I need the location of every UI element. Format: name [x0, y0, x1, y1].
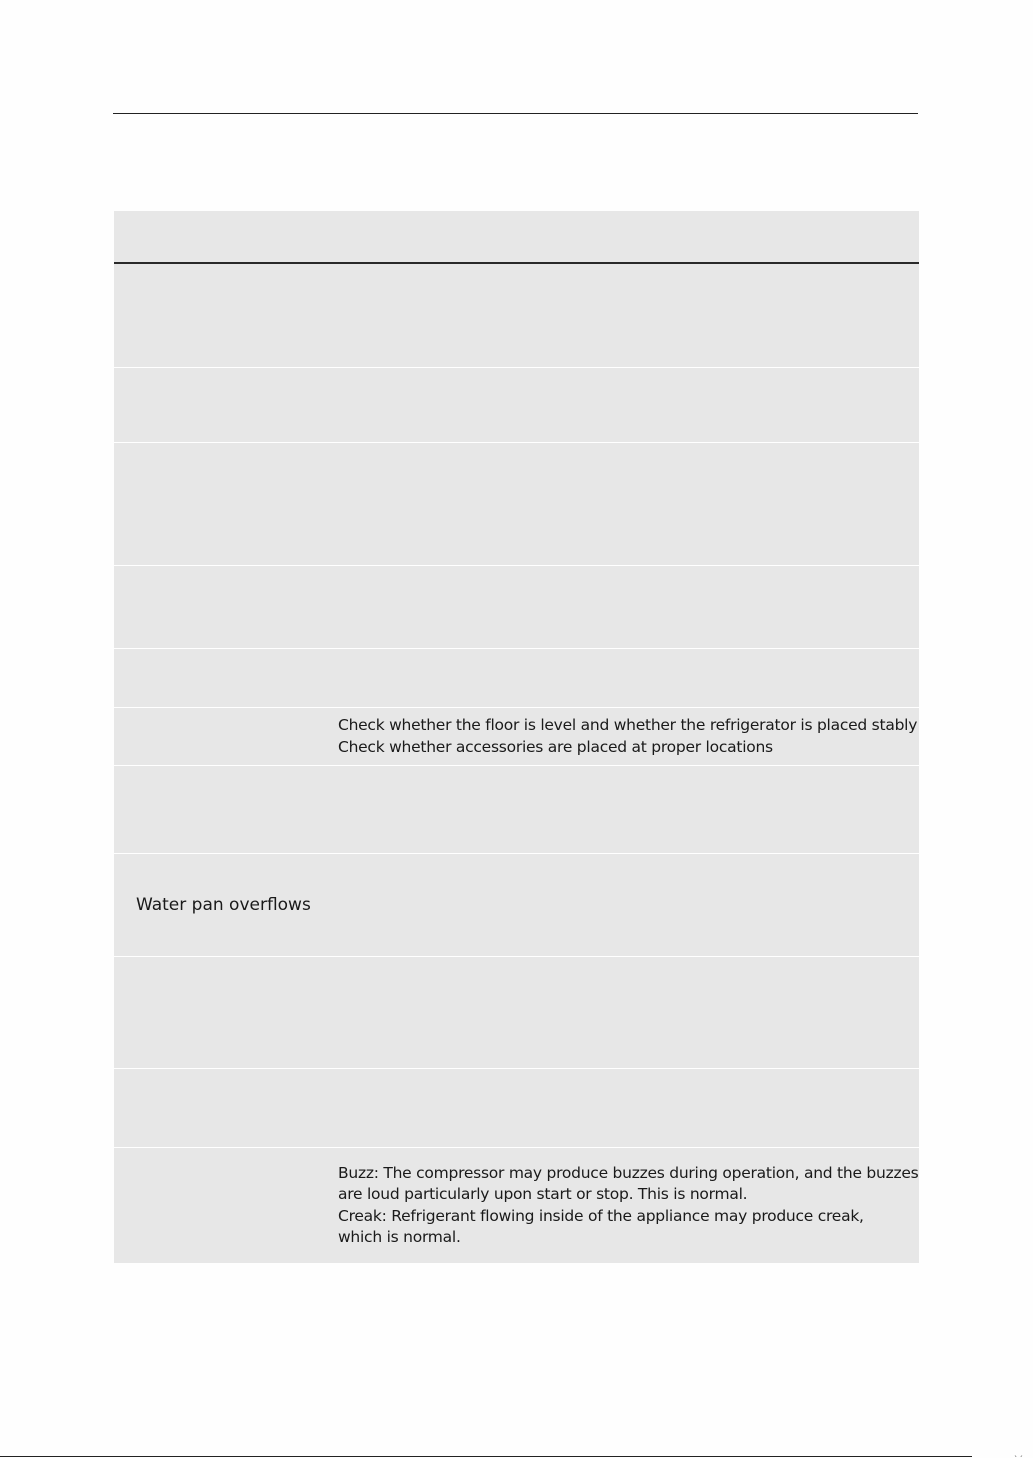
table-row — [114, 368, 919, 443]
table-row — [114, 443, 919, 566]
solution-cell — [338, 649, 913, 707]
solution-cell — [338, 854, 913, 956]
table-row — [114, 264, 919, 368]
solution-line: Check whether the floor is level and whether the refrigerator is placed stably — [338, 716, 918, 734]
table-row — [114, 766, 919, 854]
solution-cell — [338, 1148, 919, 1263]
solution-cell — [338, 566, 913, 648]
table-row — [114, 566, 919, 649]
solution-line: are loud particularly upon start or stop. This is normal. — [338, 1185, 748, 1203]
bottom-divider — [0, 1456, 972, 1457]
solution-line: Creak: Refrigerant flowing inside of the appliance may produce creak, — [338, 1206, 864, 1225]
solution-cell — [338, 368, 913, 442]
solution-cell — [338, 766, 913, 853]
solution-cell — [338, 443, 913, 565]
troubleshooting-table — [114, 211, 919, 1263]
table-row — [114, 1069, 919, 1148]
table-row — [114, 957, 919, 1069]
solution-cell — [338, 1069, 913, 1147]
top-divider — [113, 113, 918, 114]
table-header-row — [114, 211, 919, 264]
problem-cell: Water pan overflows — [136, 895, 311, 915]
solution-cell — [338, 264, 913, 367]
table-row — [114, 649, 919, 708]
solution-line: Buzz: The compressor may produce buzzes during operation, and the buzzes — [338, 1163, 919, 1182]
table-row — [114, 708, 919, 766]
solution-line: Check whether accessories are placed at proper locations — [338, 737, 773, 756]
solution-cell — [338, 957, 913, 1068]
table-row — [114, 1148, 919, 1263]
table-row — [114, 854, 919, 957]
solution-line: which is normal. — [338, 1228, 461, 1246]
solution-cell — [338, 708, 918, 765]
corner-mark: ˎˏ — [1014, 1448, 1024, 1457]
